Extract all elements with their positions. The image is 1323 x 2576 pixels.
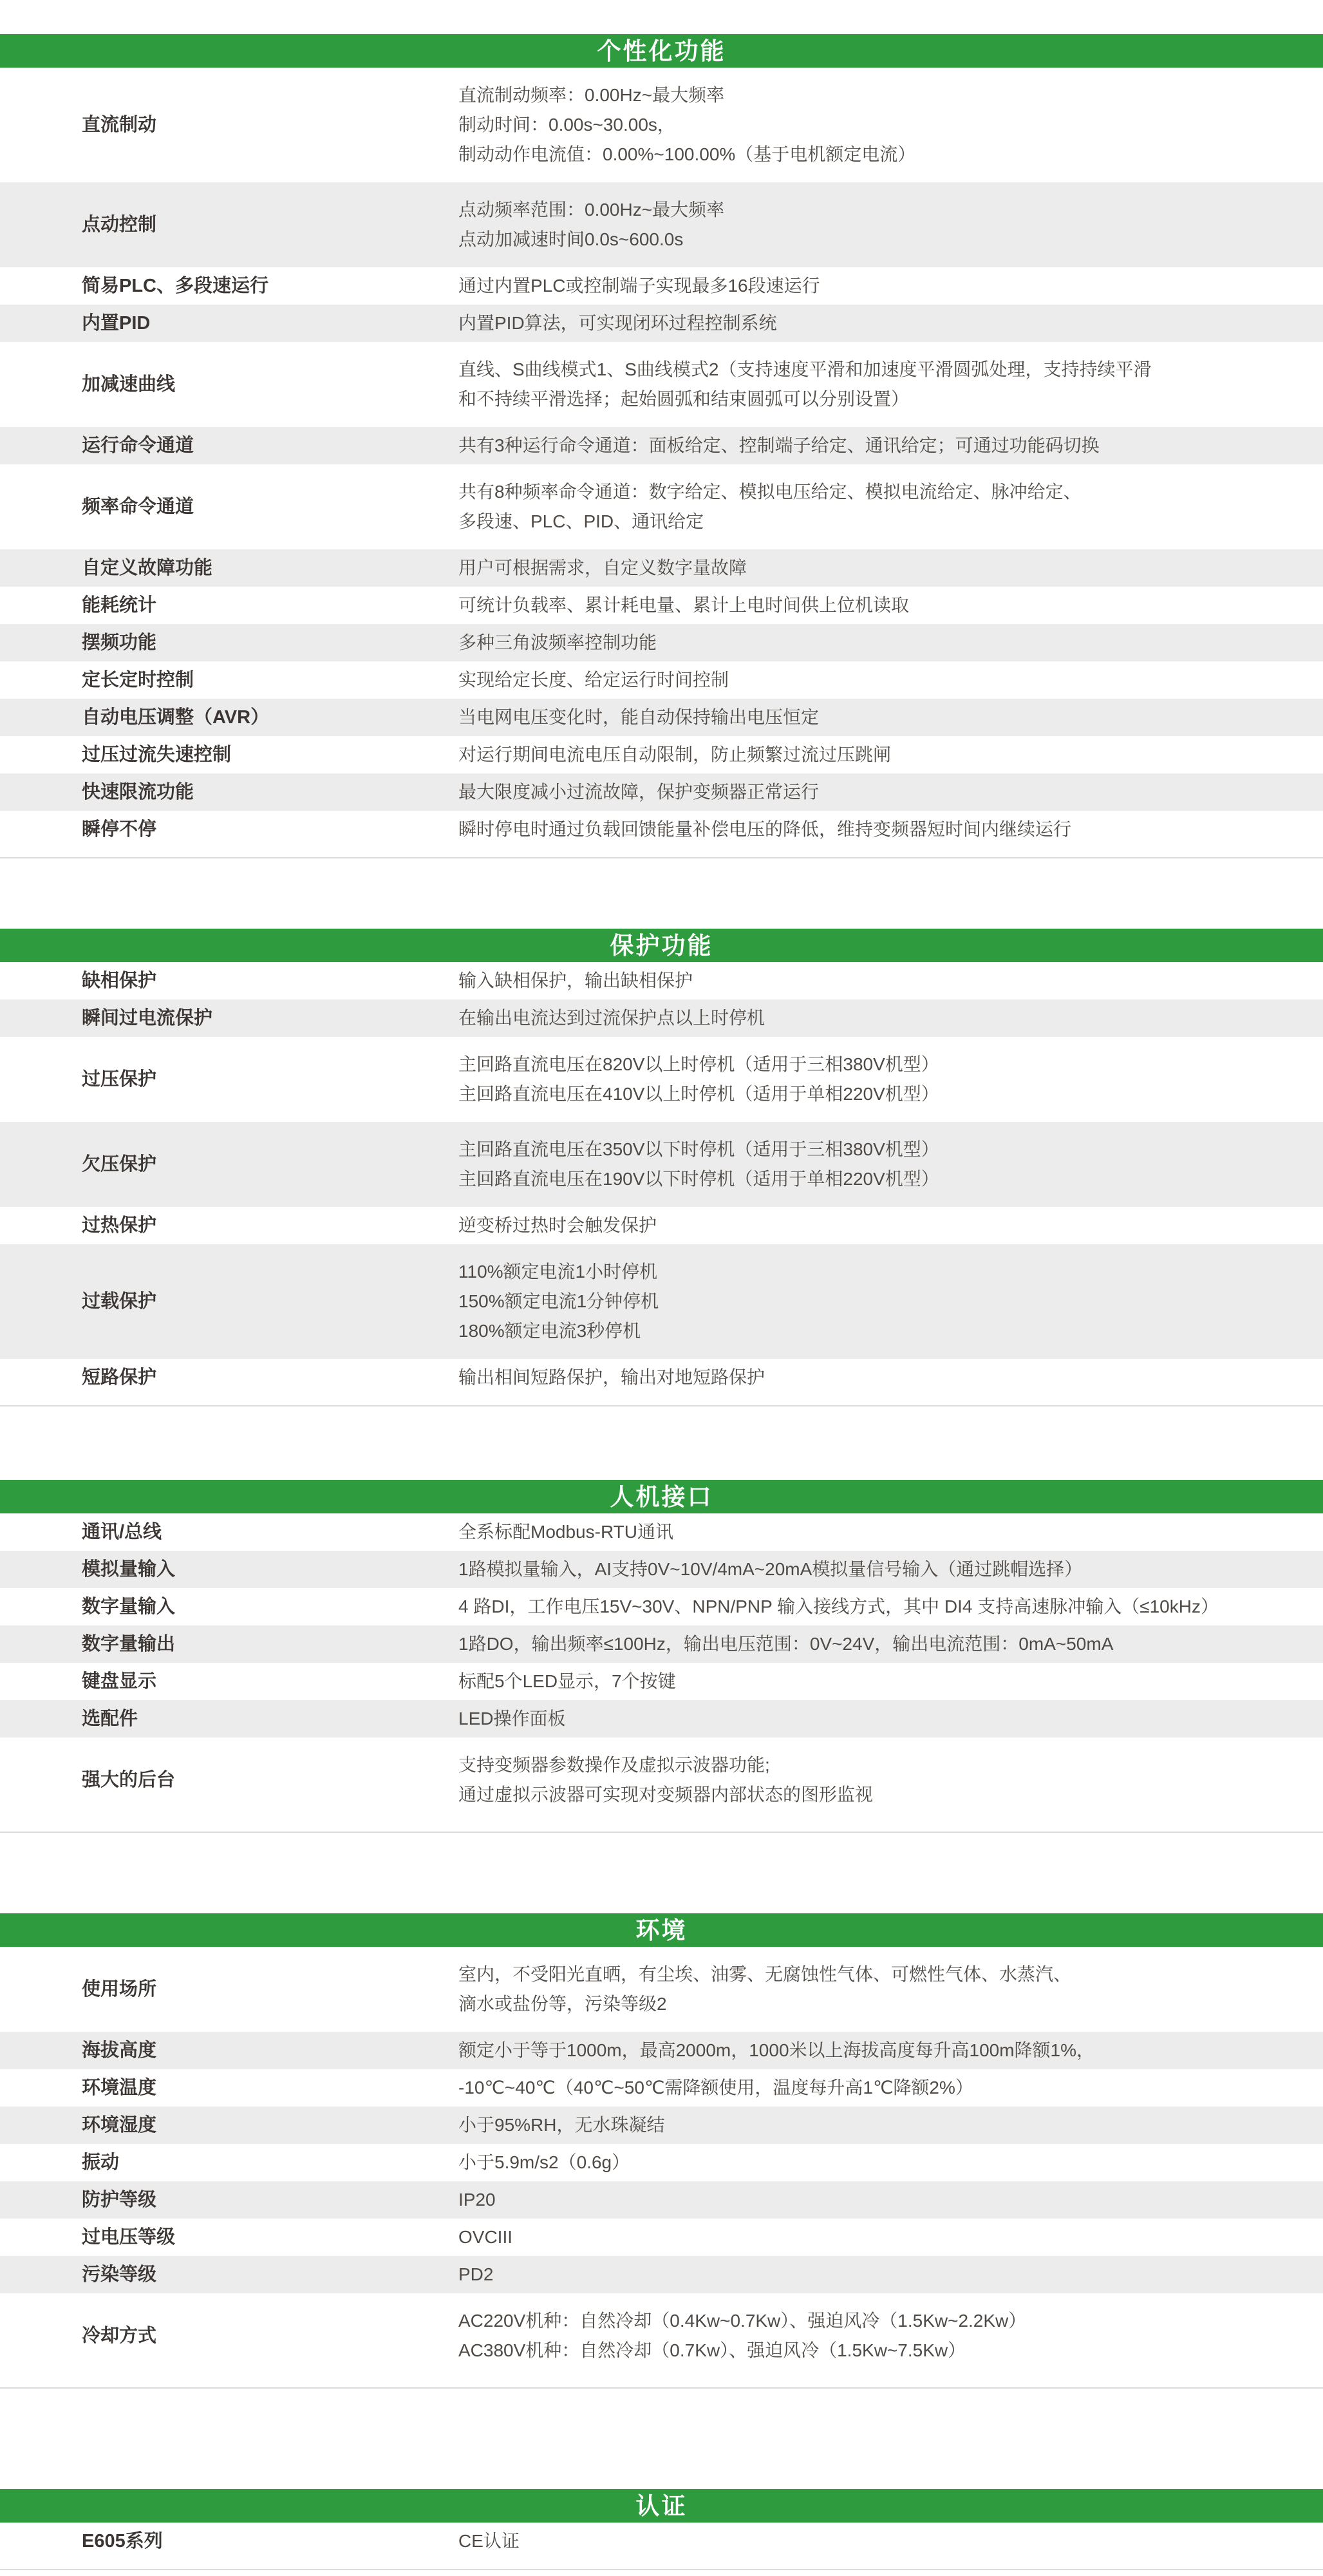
row-label: 模拟量输入 — [82, 1559, 176, 1580]
row-label: 数字量输出 — [82, 1634, 176, 1654]
table-row — [0, 587, 1323, 624]
row-description — [458, 815, 1323, 844]
row-description — [458, 1363, 1323, 1392]
row-label: 短路保护 — [82, 1367, 157, 1388]
row-label: 过热保护 — [82, 1215, 157, 1236]
section-title: 保护功能 — [610, 932, 713, 959]
row-label: 强大的后台 — [82, 1770, 176, 1790]
table-row — [0, 661, 1323, 699]
row-description-line: 对运行期间电流电压自动限制，防止频繁过流过压跳闸 — [458, 744, 892, 764]
row-description-line: 小于5.9m/s2（0.6g） — [458, 2152, 630, 2172]
row-label: 直流制动 — [82, 115, 157, 135]
row-description-line: 点动频率范围：0.00Hz~最大频率 — [458, 200, 725, 220]
table-row — [0, 1947, 1323, 2032]
row-description — [458, 2073, 1323, 2103]
section-title: 认证 — [635, 2492, 688, 2519]
row-description-line: LED操作面板 — [458, 1709, 566, 1728]
row-label: 环境温度 — [82, 2078, 157, 2098]
row-description-line: 共有3种运行命令通道：面板给定、控制端子给定、通讯给定；可通过功能码切换 — [458, 435, 1100, 455]
table-row — [0, 1551, 1323, 1588]
row-label: 冷却方式 — [82, 2325, 157, 2346]
section-header — [0, 2489, 1323, 2523]
section-title: 个性化功能 — [597, 37, 726, 64]
row-description — [458, 1555, 1323, 1584]
table-row — [0, 1244, 1323, 1359]
table-row — [0, 2181, 1323, 2219]
row-description-line: CE认证 — [458, 2531, 520, 2551]
table-row — [0, 999, 1323, 1037]
row-description-line: 制动时间：0.00s~30.00s， — [458, 115, 675, 135]
row-description — [458, 1592, 1323, 1622]
row-description-line: 输出相间短路保护，输出对地短路保护 — [458, 1367, 765, 1387]
row-description — [458, 2260, 1323, 2289]
row-label: 瞬间过电流保护 — [82, 1008, 213, 1028]
row-description-line: 点动加减速时间0.0s~600.0s — [458, 229, 684, 249]
table-row — [0, 962, 1323, 999]
table-row — [0, 1663, 1323, 1700]
row-description-line: 1路DO，输出频率≤100Hz，输出电压范围：0V~24V，输出电流范围：0mA~50mA — [458, 1634, 1114, 1654]
row-label: 快速限流功能 — [82, 782, 194, 802]
row-description — [458, 1629, 1323, 1659]
section-header — [0, 1913, 1323, 1947]
row-description — [458, 2148, 1323, 2177]
row-description-line: IP20 — [458, 2190, 496, 2210]
section — [0, 929, 1323, 1406]
row-label: 自定义故障功能 — [82, 558, 213, 578]
row-description-line: 瞬时停电时通过负载回馈能量补偿电压的降低，维持变频器短时间内继续运行 — [458, 819, 1072, 839]
table-row — [0, 1122, 1323, 1207]
section-bottom-rule — [0, 2387, 1323, 2389]
row-description — [458, 431, 1323, 460]
row-description-line: 支持变频器参数操作及虚拟示波器功能; — [458, 1755, 770, 1775]
row-label: 自动电压调整（AVR） — [82, 707, 270, 728]
row-description-line: 多种三角波频率控制功能 — [458, 632, 657, 652]
row-description-line: OVCIII — [458, 2227, 513, 2247]
table-row — [0, 427, 1323, 464]
row-description-line: 150%额定电流1分钟停机 — [458, 1291, 659, 1311]
row-description-line: 全系标配Modbus-RTU通讯 — [458, 1522, 673, 1542]
row-description-line: -10℃~40℃（40℃~50℃需降额使用，温度每升高1℃降额2%） — [458, 2078, 973, 2098]
row-description-line: 用户可根据需求，自定义数字量故障 — [458, 558, 747, 578]
row-description — [458, 1667, 1323, 1696]
row-label: 简易PLC、多段速运行 — [82, 276, 269, 296]
row-description — [458, 777, 1323, 807]
table-row — [0, 1700, 1323, 1738]
row-description — [458, 308, 1323, 338]
row-description — [458, 80, 1323, 169]
table-row — [0, 549, 1323, 587]
row-description-line: 主回路直流电压在820V以上时停机（适用于三相380V机型） — [458, 1054, 939, 1074]
row-description-line: 1路模拟量输入，AI支持0V~10V/4mA~20mA模拟量信号输入（通过跳帽选择） — [458, 1559, 1083, 1579]
row-description-line: 当电网电压变化时，能自动保持输出电压恒定 — [458, 707, 820, 727]
row-description-line: 额定小于等于1000m，最高2000m，1000米以上海拔高度每升高100m降额1%， — [458, 2040, 1095, 2060]
row-description — [458, 1960, 1323, 2019]
table-row — [0, 2523, 1323, 2560]
section-bottom-rule — [0, 2569, 1323, 2570]
row-description-line: 和不持续平滑选择；起始圆弧和结束圆弧可以分别设置） — [458, 389, 910, 409]
row-description-line: 输入缺相保护，输出缺相保护 — [458, 971, 693, 990]
row-label: 键盘显示 — [82, 1671, 157, 1692]
table-row — [0, 2069, 1323, 2107]
row-description-line: 通过内置PLC或控制端子实现最多16段速运行 — [458, 276, 820, 296]
row-description-line: 直线、S曲线模式1、S曲线模式2（支持速度平滑和加速度平滑圆弧处理，支持持续平滑 — [458, 359, 1152, 379]
row-description-line: 主回路直流电压在410V以上时停机（适用于单相220V机型） — [458, 1084, 939, 1104]
section — [0, 34, 1323, 858]
row-label: 通讯/总线 — [82, 1522, 162, 1542]
row-label: 过电压等级 — [82, 2227, 176, 2248]
row-description-line: 标配5个LED显示，7个按键 — [458, 1671, 676, 1691]
row-description-line: 内置PID算法，可实现闭环过程控制系统 — [458, 313, 777, 333]
row-description — [458, 628, 1323, 658]
table-row — [0, 736, 1323, 773]
section — [0, 1480, 1323, 1833]
row-label: 能耗统计 — [82, 595, 157, 616]
row-description-line: AC220V机种：自然冷却（0.4Kw~0.7Kw）、强迫风冷（1.5Kw~2.2Kw） — [458, 2311, 1027, 2331]
row-description — [458, 2222, 1323, 2252]
row-description — [458, 591, 1323, 620]
row-description-line: 滴水或盐份等，污染等级2 — [458, 1994, 667, 2014]
row-label: 缺相保护 — [82, 971, 157, 991]
row-label: 环境湿度 — [82, 2115, 157, 2136]
table-row — [0, 267, 1323, 305]
table-row — [0, 2256, 1323, 2293]
row-label: 频率命令通道 — [82, 497, 194, 517]
row-label: 污染等级 — [82, 2264, 157, 2285]
table-row — [0, 1513, 1323, 1551]
table-row — [0, 1738, 1323, 1823]
row-description-line: 制动动作电流值：0.00%~100.00%（基于电机额定电流） — [458, 144, 916, 164]
row-description-line: 4 路DI，工作电压15V~30V、NPN/PNP 输入接线方式，其中 DI4 支持高速脉冲输入（≤10kHz） — [458, 1596, 1219, 1616]
row-description — [458, 271, 1323, 301]
row-label: E605系列 — [82, 2531, 163, 2552]
section-title: 环境 — [635, 1917, 688, 1944]
section-header — [0, 1480, 1323, 1513]
row-label: 选配件 — [82, 1709, 138, 1729]
row-description-line: 直流制动频率：0.00Hz~最大频率 — [458, 85, 725, 105]
table-row — [0, 1037, 1323, 1122]
row-label: 摆频功能 — [82, 632, 157, 653]
row-label: 加减速曲线 — [82, 374, 176, 395]
row-label: 数字量输入 — [82, 1596, 176, 1617]
section — [0, 2489, 1323, 2570]
row-label: 过载保护 — [82, 1291, 157, 1312]
row-description-line: 可统计负载率、累计耗电量、累计上电时间供上位机读取 — [458, 595, 910, 615]
row-description-line: 主回路直流电压在190V以下时停机（适用于单相220V机型） — [458, 1169, 939, 1189]
row-description — [458, 1211, 1323, 1240]
row-description — [458, 665, 1323, 695]
table-row — [0, 182, 1323, 267]
row-label: 定长定时控制 — [82, 670, 194, 690]
row-description-line: 小于95%RH，无水珠凝结 — [458, 2115, 665, 2135]
section-title: 人机接口 — [610, 1483, 713, 1510]
table-row — [0, 2107, 1323, 2144]
row-label: 瞬停不停 — [82, 819, 157, 840]
table-row — [0, 2144, 1323, 2181]
row-description-line: PD2 — [458, 2264, 494, 2284]
row-description — [458, 1750, 1323, 1810]
row-label: 振动 — [82, 2152, 120, 2173]
table-row — [0, 1207, 1323, 1244]
row-description — [458, 2306, 1323, 2365]
row-description-line: 逆变桥过热时会触发保护 — [458, 1215, 657, 1235]
row-description — [458, 1003, 1323, 1033]
row-description-line: 110%额定电流1小时停机 — [458, 1262, 658, 1282]
row-description-line: 主回路直流电压在350V以下时停机（适用于三相380V机型） — [458, 1139, 939, 1159]
section-bottom-rule — [0, 1405, 1323, 1406]
table-row — [0, 2293, 1323, 2378]
row-description — [458, 703, 1323, 732]
table-row — [0, 624, 1323, 661]
row-description — [458, 195, 1323, 254]
table-row — [0, 2219, 1323, 2256]
row-description-line: 室内，不受阳光直晒，有尘埃、油雾、无腐蚀性气体、可燃性气体、水蒸汽、 — [458, 1964, 1072, 1984]
row-description — [458, 1257, 1323, 1346]
row-description — [458, 1050, 1323, 1109]
table-row — [0, 1588, 1323, 1625]
row-description — [458, 2036, 1323, 2065]
row-label: 过压过流失速控制 — [82, 744, 232, 765]
table-row — [0, 811, 1323, 848]
row-description — [458, 966, 1323, 996]
row-label: 欠压保护 — [82, 1154, 157, 1175]
row-description — [458, 553, 1323, 583]
row-label: 防护等级 — [82, 2190, 157, 2210]
table-row — [0, 68, 1323, 182]
row-description-line: AC380V机种：自然冷却（0.7Kw）、强迫风冷（1.5Kw~7.5Kw） — [458, 2340, 966, 2360]
section-header — [0, 929, 1323, 962]
section — [0, 1913, 1323, 2389]
row-description — [458, 2185, 1323, 2215]
row-description — [458, 477, 1323, 536]
row-description — [458, 1704, 1323, 1734]
row-description — [458, 2110, 1323, 2140]
row-description-line: 最大限度减小过流故障，保护变频器正常运行 — [458, 782, 820, 802]
section-bottom-rule — [0, 857, 1323, 858]
row-label: 过压保护 — [82, 1069, 157, 1090]
row-description-line: 多段速、PLC、PID、通讯给定 — [458, 511, 704, 531]
table-row — [0, 1625, 1323, 1663]
row-description-line: 实现给定长度、给定运行时间控制 — [458, 670, 729, 690]
table-row — [0, 2032, 1323, 2069]
row-label: 点动控制 — [82, 214, 157, 235]
row-description-line: 通过虚拟示波器可实现对变频器内部状态的图形监视 — [458, 1785, 874, 1804]
row-description — [458, 1135, 1323, 1194]
table-row — [0, 1359, 1323, 1396]
table-row — [0, 305, 1323, 342]
row-label: 运行命令通道 — [82, 435, 194, 456]
row-label: 使用场所 — [82, 1979, 157, 2000]
section-bottom-rule — [0, 1832, 1323, 1833]
section-header — [0, 34, 1323, 68]
row-label: 海拔高度 — [82, 2040, 157, 2061]
row-description — [458, 355, 1323, 414]
row-description-line: 180%额定电流3秒停机 — [458, 1321, 641, 1341]
row-description — [458, 1517, 1323, 1547]
table-row — [0, 342, 1323, 427]
row-description — [458, 2526, 1323, 2556]
table-row — [0, 464, 1323, 549]
row-description-line: 在输出电流达到过流保护点以上时停机 — [458, 1008, 765, 1028]
table-row — [0, 773, 1323, 811]
row-description-line: 共有8种频率命令通道：数字给定、模拟电压给定、模拟电流给定、脉冲给定、 — [458, 482, 1082, 502]
row-label: 内置PID — [82, 313, 151, 334]
table-row — [0, 699, 1323, 736]
row-description — [458, 740, 1323, 770]
